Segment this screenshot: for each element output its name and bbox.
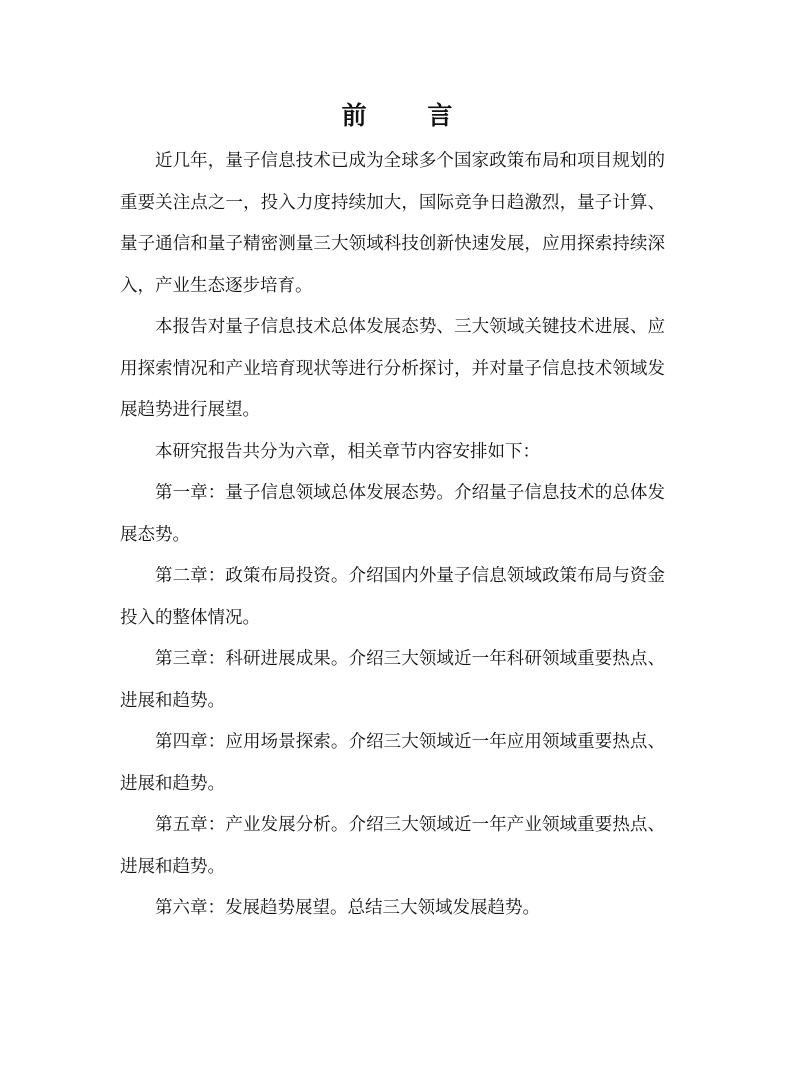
paragraph-intro: 近几年，量子信息技术已成为全球多个国家政策布局和项目规划的重要关注点之一，投入力度持续加大，国际竞争日趋激烈，量子计算、量子通信和量子精密测量三大领域科技创新快速发展，应用探索持续深入，产业生态逐步培育。 [120,151,665,296]
paragraph-structure: 本研究报告共分为六章，相关章节内容安排如下： [155,441,540,462]
page-title: 前 言 [341,101,479,130]
paragraph-chapter-4: 第四章：应用场景探索。介绍三大领域近一年应用领域重要热点、进展和趋势。 [120,732,665,794]
paragraph-report-scope: 本报告对量子信息技术总体发展态势、三大领域关键技术进展、应用探索情况和产业培育现状等进行分析探讨，并对量子信息技术领域发展趋势进行展望。 [120,317,665,420]
paragraph-chapter-5: 第五章：产业发展分析。介绍三大领域近一年产业领域重要热点、进展和趋势。 [120,815,665,877]
paragraph-chapter-6: 第六章：发展趋势展望。总结三大领域发展趋势。 [155,898,540,918]
paragraph-chapter-2: 第二章：政策布局投资。介绍国内外量子信息领域政策布局与资金投入的整体情况。 [120,566,665,628]
document-body [120,141,665,930]
paragraph-chapter-3: 第三章：科研进展成果。介绍三大领域近一年科研领域重要热点、进展和趋势。 [120,649,665,711]
paragraph-chapter-1: 第一章：量子信息领域总体发展态势。介绍量子信息技术的总体发展态势。 [120,483,665,545]
